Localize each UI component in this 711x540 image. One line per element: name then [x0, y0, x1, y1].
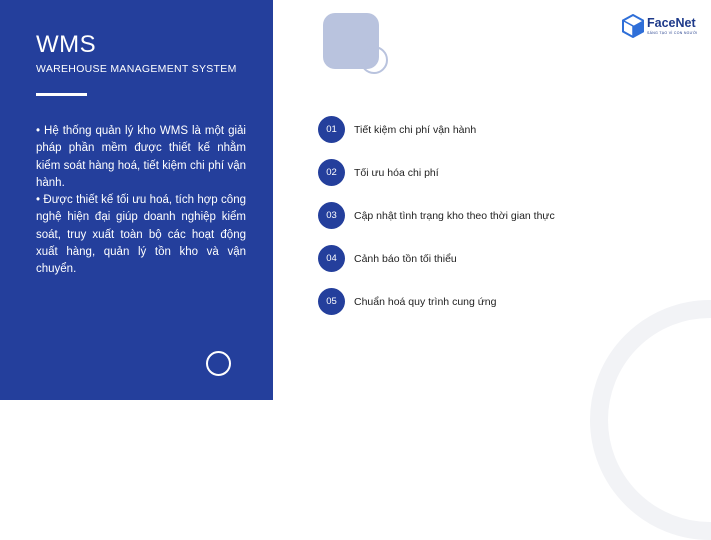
feature-number-badge: 04	[318, 245, 345, 272]
list-item	[318, 288, 496, 315]
logo-name: FaceNet	[647, 16, 696, 31]
left-panel	[0, 0, 273, 400]
feature-number-badge: 03	[318, 202, 345, 229]
decorative-ring	[206, 351, 231, 376]
logo-text	[647, 17, 698, 35]
feature-label: Tối ưu hóa chi phí	[354, 166, 439, 179]
description-paragraph-2: • Được thiết kế tối ưu hoá, tích hợp công nghệ hiện đại giúp doanh nghiệp kiểm soát, truy xuất toàn bộ các hoạt động xuất hàng, quản lý tồn kho và vận chuyển.	[36, 194, 246, 276]
feature-number-badge: 05	[318, 288, 345, 315]
feature-label: Cảnh báo tồn tối thiểu	[354, 252, 457, 265]
feature-label: Tiết kiệm chi phí vận hành	[354, 123, 477, 136]
page-subtitle: WAREHOUSE MANAGEMENT SYSTEM	[36, 63, 237, 75]
list-item	[318, 202, 555, 229]
cube-logo-icon	[622, 14, 644, 38]
description-paragraph-1: • Hệ thống quản lý kho WMS là một giải pháp phần mềm được thiết kế nhằm kiểm soát hàng hoá, tiết kiệm chi phí vận hành.	[36, 125, 246, 189]
accent-divider	[36, 93, 87, 96]
description	[36, 123, 246, 279]
list-item	[318, 159, 439, 186]
list-item	[318, 116, 476, 143]
page-title: WMS	[36, 31, 97, 58]
feature-number-badge: 02	[318, 159, 345, 186]
feature-label: Cập nhật tình trạng kho theo thời gian thực	[354, 209, 555, 222]
feature-number-badge: 01	[318, 116, 345, 143]
decorative-arc	[590, 300, 711, 540]
decorative-circle-outline	[360, 46, 388, 74]
logo-tagline: SÁNG TẠO VÌ CON NGƯỜI	[647, 30, 698, 35]
list-item	[318, 245, 457, 272]
facenet-logo	[622, 14, 698, 38]
feature-label: Chuẩn hoá quy trình cung ứng	[354, 295, 497, 308]
